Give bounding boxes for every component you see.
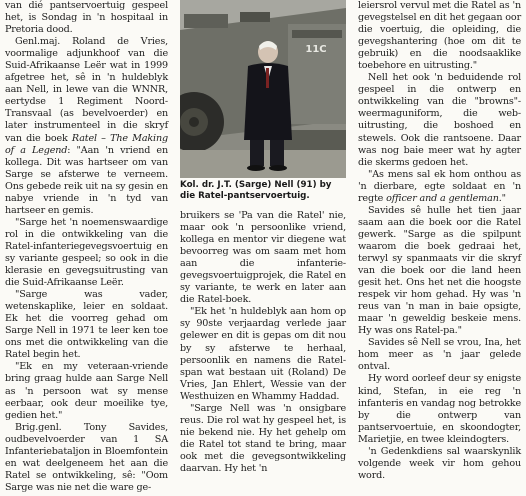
paragraph: leiersrol vervul met die Ratel as 'n gevegstelsel en dit het gegaan oor die voertuig, die opleiding, die gevegshantering (hoe om dit te gebruik) en die noodsaaklike toebehore en uitrusting." — [358, 0, 521, 72]
paragraph: "Sarge was vader, wetenskaplike, leier en soldaat. Ek het die voorreg gehad om Sarge Nell in 1971 te leer ken toe ons met die ontwikkeling van die Ratel begin het. — [5, 289, 168, 361]
paragraph-text: "As mens sal ek hom onthou as 'n dierbare, egte soldaat en 'n regte — [358, 168, 521, 204]
article-photo — [180, 0, 346, 178]
paragraph: Savides sê Nell se vrou, Ina, het hom meer as 'n jaar gelede ontval. — [358, 337, 521, 373]
paragraph — [5, 36, 168, 217]
article-column-2 — [180, 210, 346, 475]
book-title: Ratel – The Making of a Legend — [5, 132, 168, 156]
paragraph: "Sarge Nell was 'n onsigbare reus. Die rol wat hy gespeel het, is nie bekend nie. Hy het gehelp om die Ratel tot stand te bring, maar ook met die gevegsontwikkeling daarvan. Hy het 'n — [180, 402, 346, 474]
paragraph — [358, 169, 521, 205]
paragraph: Brig.genl. Tony Savides, oudbevelvoerder van 1 SA Infanteriebataljon in Bloemfontein en wat deelgeneem het aan die Ratel se ontwikkeling, sê: "Oom Sarge was nie net die ware ge- — [5, 421, 168, 493]
paragraph: "Sarge het 'n noemenswaardige rol in die ontwikkeling van die Ratel-infanteriegevegsvoertuig en sy variante gespeel; so ook in die klerasie en gevegsuitrusting van die Suid-Afrikaanse Leër. — [5, 216, 168, 289]
paragraph-text: ." — [498, 192, 506, 204]
paragraph-text: : "Aan 'n vriend en kollega. Dit was hartseer om van Sarge se afsterwe te verneem. Ons gebede reik uit na sy gesin en nabye vriende in 'n tyd van hartseer en gemis. — [5, 144, 169, 216]
paragraph: "Ek en my veteraan-vriende bring graag hulde aan Sarge Nell as 'n persoon wat sy mense eerbaar, ook deur moeilike tye, gedien het." — [5, 361, 168, 421]
paragraph: "Ek het 'n huldeblyk aan hom op sy 90ste verjaardag verlede jaar gelewer en dit is gepas om dit nou by sy afsterwe te herhaal, persoonlik en namens die Ratel-span wat bestaan uit (Roland) De Vries, Jan Ehlert, Wessie van der Westhuizen en Whammy Haddad. — [180, 306, 346, 402]
paragraph: van dié pantservoertuig gespeel het, is Sondag in 'n hospitaal in Pretoria dood. — [5, 0, 168, 36]
paragraph-text: Genl.maj. Roland de Vries, voormalige adjunkhoof van die Suid-Afrikaanse Leër wat in 1999 afgetree het, sê in 'n huldeblyk aan Nell, in lewe van die WNNR, eertydse 1 Regiment Noord-Transvaal (as bevelvoerder) en later instrumenteel in die skryf van die boek — [5, 36, 168, 144]
paragraph: Savides sê hulle het tien jaar saam aan die boek oor die Ratel gewerk. "Sarge as die spilpunt waarom die boek gedraai het, terwyl sy spanmaats vir die skryf van die boek oor die land heen gesit het. Ons het net die hoogste respek vir hom gehad. Hy was 'n reus van 'n man in baie opsigte, maar 'n geweldig beskeie mens. Hy was ons Ratel-pa." — [358, 204, 521, 337]
paragraph: bruikers se 'Pa van die Ratel' nie, maar ook 'n persoonlike vriend, kollega en mentor vir diegene wat bevoorreg was om saam met hom aan die infanterie-gevegsvoertuigprojek, die Ratel en sy variante, te werk en later aan die Ratel-boek. — [180, 210, 346, 306]
emphasis-text: officer and a gentleman — [386, 192, 499, 204]
article-column-3 — [358, 0, 521, 482]
vehicle-number: 11C — [305, 44, 327, 55]
paragraph: 'n Gedenkdiens sal waarskynlik volgende week vir hom gehou word. — [358, 445, 521, 481]
photo-caption: Kol. dr. J.T. (Sarge) Nell (91) by die Ratel-pantservoertuig. — [180, 180, 332, 201]
paragraph: Nell het ook 'n beduidende rol gespeel in die ontwerp en ontwikkeling van die "browns"-weermaguniform, die web-uitrusting, die boshoed en stewels. Ook die rantsoene. Daar was nog baie meer wat hy agter die skerms gedoen het. — [358, 72, 521, 168]
article-column-1 — [5, 0, 168, 494]
photo-illustration — [180, 0, 346, 178]
paragraph: Hy word oorleef deur sy enigste kind, Stefan, in eie reg 'n infanteris en vandag nog betrokke by die ontwerp van pantservoertuie, en skoondogter, Marietjie, en twee kleindogters. — [358, 373, 521, 445]
